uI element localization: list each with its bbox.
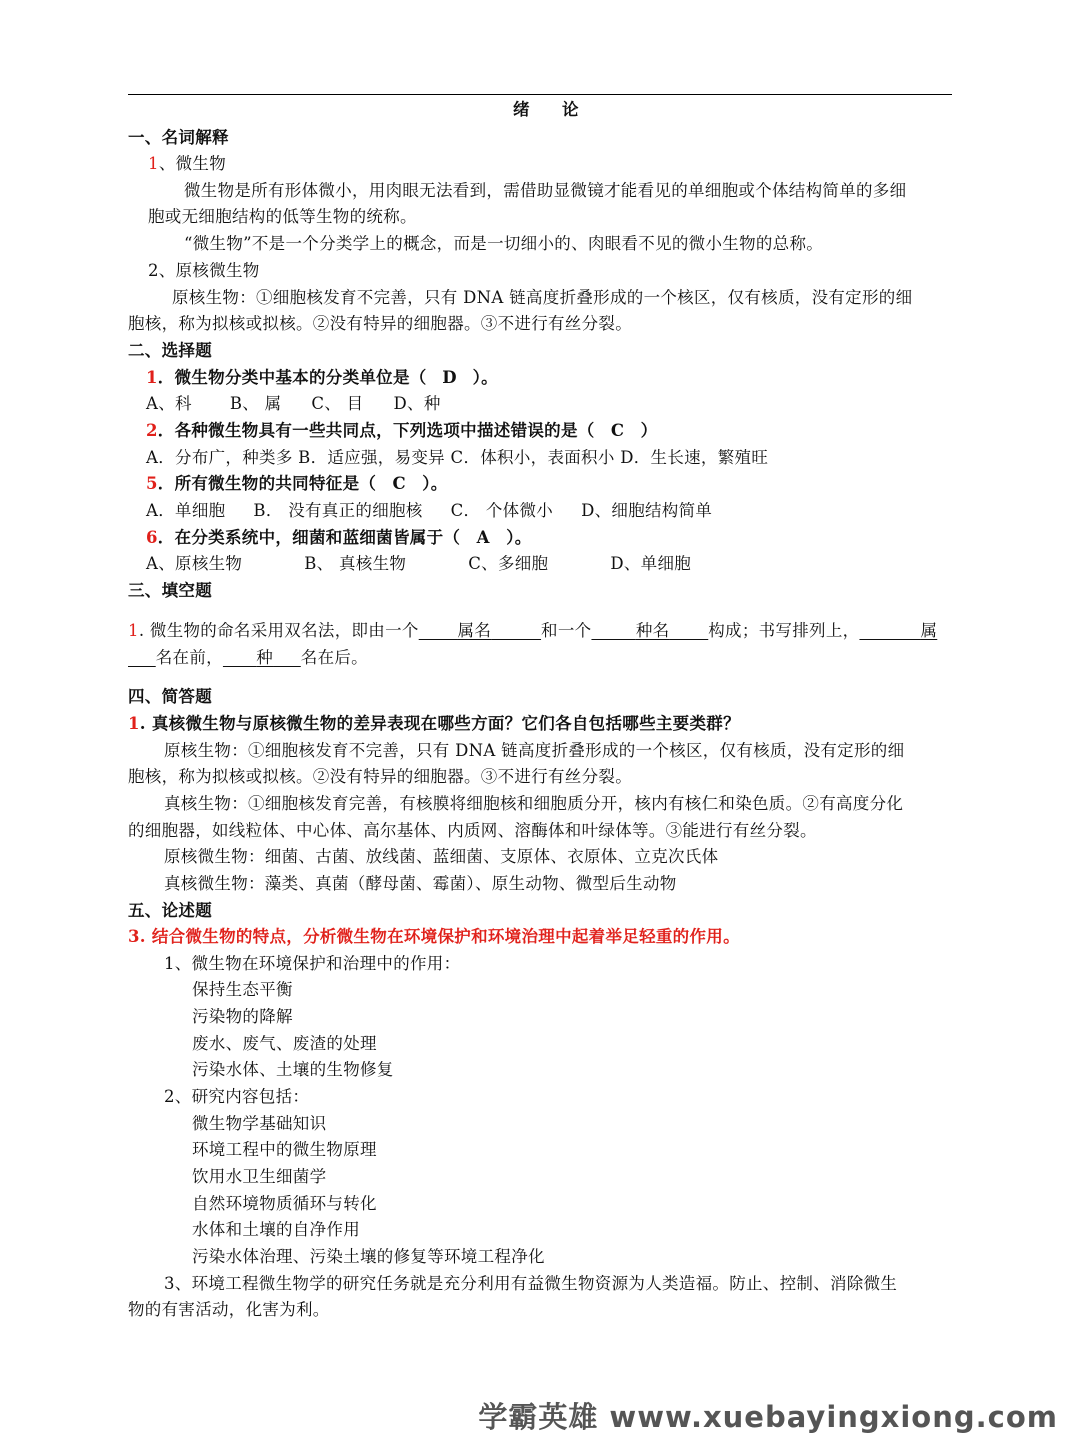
- list-item: 污染水体治理、污染土壤的修复等环境工程净化: [192, 1247, 545, 1266]
- paragraph: 物的有害活动，化害为利。: [128, 1300, 330, 1319]
- question-1: 1．微生物分类中基本的分类单位是（ D ）。: [146, 368, 498, 387]
- paragraph: 原核生物：①细胞核发育不完善，只有 DNA 链高度折叠形成的一个核区，仅有核质，没有定形的细: [164, 741, 905, 760]
- paragraph: 微生物是所有形体微小，用肉眼无法看到，需借助显微镜才能看见的单细胞或个体结构简单的多细: [184, 181, 907, 200]
- paragraph: 胞或无细胞结构的低等生物的统称。: [148, 207, 417, 226]
- watermark: 学霸英雄 www.xuebayingxiong.com: [478, 1400, 1058, 1434]
- question-2: 2．各种微生物具有一些共同点，下列选项中描述错误的是（ C ）: [146, 421, 658, 440]
- option: B、 真核生物: [304, 554, 407, 573]
- question: 1. 真核微生物与原核微生物的差异表现在哪些方面？它们各自包括哪些主要类群？: [128, 714, 740, 733]
- option: D、种: [393, 394, 441, 413]
- paragraph: 3、环境工程微生物学的研究任务就是充分利用有益微生物资源为人类造福。防止、控制、消除微生: [164, 1274, 898, 1293]
- list-item: 污染水体、土壤的生物修复: [192, 1060, 394, 1079]
- option: B、 属: [229, 394, 282, 413]
- blank-answer: [128, 648, 156, 667]
- list-item: 微生物学基础知识: [192, 1114, 327, 1133]
- list-item: 污染物的降解: [192, 1007, 293, 1026]
- paragraph: 胞核，称为拟核或拟核。②没有特异的细胞器。③不进行有丝分裂。: [128, 314, 632, 333]
- list-heading: 2、研究内容包括：: [164, 1087, 310, 1106]
- options-row: [146, 553, 691, 575]
- section-heading-1: 一、名词解释: [128, 128, 229, 147]
- paragraph: 胞核，称为拟核或拟核。②没有特异的细胞器。③不进行有丝分裂。: [128, 767, 632, 786]
- options-row: [146, 393, 441, 415]
- option: A．单细胞: [146, 501, 226, 520]
- section-heading-2: 二、选择题: [128, 341, 212, 360]
- page-title: 绪 论: [513, 100, 587, 119]
- list-item: 保持生态平衡: [192, 980, 293, 999]
- section-heading-3: 三、填空题: [128, 581, 212, 600]
- option: A、原核生物: [146, 554, 243, 573]
- option: D、单细胞: [610, 554, 692, 573]
- question: 3. 结合微生物的特点，分析微生物在环境保护和环境治理中起着举足轻重的作用。: [128, 927, 740, 946]
- list-item: 环境工程中的微生物原理: [192, 1140, 377, 1159]
- option: C． 个体微小: [450, 501, 554, 520]
- option: D、细胞结构简单: [581, 501, 713, 520]
- list-item: 废水、废气、废渣的处理: [192, 1034, 377, 1053]
- answer: A: [476, 528, 490, 547]
- answer: C: [610, 421, 625, 440]
- list-heading: 1、微生物在环境保护和治理中的作用：: [164, 954, 461, 973]
- paragraph: “微生物”不是一个分类学上的概念，而是一切细小的、肉眼看不见的微小生物的总称。: [184, 234, 824, 253]
- list-item: 水体和土壤的自净作用: [192, 1220, 360, 1239]
- list-item: 饮用水卫生细菌学: [192, 1167, 327, 1186]
- term-1: 1、微生物: [148, 154, 227, 173]
- list-item: 自然环境物质循环与转化: [192, 1194, 377, 1213]
- question-6: 6．在分类系统中，细菌和蓝细菌皆属于（ A ）。: [146, 528, 532, 547]
- paragraph: 原核微生物：细菌、古菌、放线菌、蓝细菌、支原体、衣原体、立克次氏体: [164, 847, 719, 866]
- blank-answer: 属名: [457, 621, 492, 640]
- paragraph: 的细胞器，如线粒体、中心体、高尔基体、内质网、溶酶体和叶绿体等。③能进行有丝分裂。: [128, 821, 817, 840]
- blank-answer: 种: [256, 648, 274, 667]
- answer: C: [392, 474, 406, 493]
- answer: D: [442, 368, 457, 387]
- option: C、 目: [311, 394, 364, 413]
- question-5: 5．所有微生物的共同特征是（ C ）。: [146, 474, 448, 493]
- option: A、科: [146, 394, 192, 413]
- options-row: A．分布广，种类多 B．适应强，易变异 C．体积小，表面积小 D．生长速，繁殖旺: [146, 448, 769, 467]
- blank-answer: 属: [920, 621, 938, 640]
- section-heading-4: 四、简答题: [128, 687, 212, 706]
- paragraph: 原核生物：①细胞核发育不完善，只有 DNA 链高度折叠形成的一个核区，仅有核质，没有定形的细: [172, 288, 913, 307]
- paragraph: 真核微生物：藻类、真菌（酵母菌、霉菌）、原生动物、微型后生动物: [164, 874, 677, 893]
- section-heading-5: 五、论述题: [128, 901, 212, 920]
- term-2: 2、原核微生物: [148, 261, 260, 280]
- option: C、多细胞: [468, 554, 549, 573]
- fill-blank-question: 1. 微生物的命名采用双名法，即由一个 属名 和一个 种名 构成；书写排列上， 属: [128, 621, 938, 640]
- options-row: [146, 500, 712, 522]
- paragraph: 真核生物：①细胞核发育完善，有核膜将细胞核和细胞质分开，核内有核仁和染色质。②有高度分化: [164, 794, 904, 813]
- fill-blank-question-cont: 名在前， 种 名在后。: [128, 647, 368, 669]
- header-rule: [128, 94, 952, 95]
- option: B． 没有真正的细胞核: [253, 501, 423, 520]
- blank-answer: 种名: [635, 621, 670, 640]
